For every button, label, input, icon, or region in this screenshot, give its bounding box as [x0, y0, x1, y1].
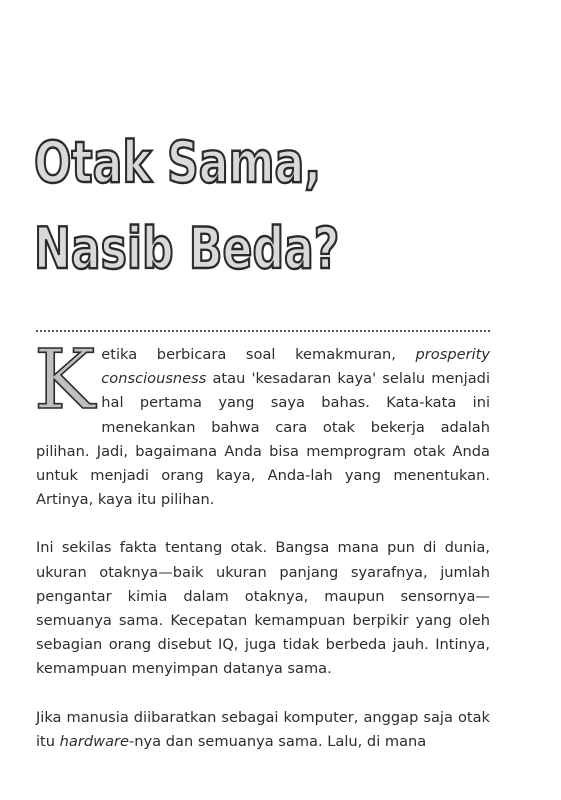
paragraph-3-text-c: -nya dan semuanya sama. Lalu, di mana: [129, 732, 427, 750]
chapter-title-line-1: Otak Sama,: [34, 130, 321, 196]
paragraph-1: [34, 333, 490, 512]
paragraph-3: [36, 706, 490, 754]
paragraph-2: Ini sekilas fakta tentang otak. Bangsa mana pun di dunia, ukuran otaknya—baik ukuran panjang syarafnya, jumlah pengantar kimia dalam otaknya, maupun sensornya—semuanya sama. Kecepatan kemampuan berpikir yang oleh sebagian orang disebut IQ, juga tidak berbeda jauh. Intinya, kemampuan menyimpan datanya sama.: [36, 539, 490, 678]
paragraph-1-text-a: etika berbicara soal kemakmuran,: [101, 346, 416, 363]
chapter-title-line-2: Nasib Beda?: [34, 216, 340, 282]
body-text: [34, 333, 490, 778]
paragraph-1-italic: prosperity consciousness: [101, 346, 490, 388]
paragraph-1-text-c: atau 'kesadaran kaya' selalu menjadi hal pertama yang saya bahas. Kata-kata ini menekankan bahwa cara otak bekerja adalah pilihan. Jadi, bagaimana Anda bisa memprogram otak Anda untuk menjadi orang kaya, Anda-lah yang menentukan. Artinya, kaya itu pilihan.: [36, 370, 490, 509]
paragraph-3-text-a: Jika manusia diibaratkan sebagai komputer, anggap saja otak itu: [36, 708, 490, 750]
dotted-divider: [36, 330, 490, 332]
paragraph-3-italic: hardware: [59, 732, 129, 750]
chapter-title: [34, 120, 339, 292]
drop-cap: K: [34, 333, 96, 428]
